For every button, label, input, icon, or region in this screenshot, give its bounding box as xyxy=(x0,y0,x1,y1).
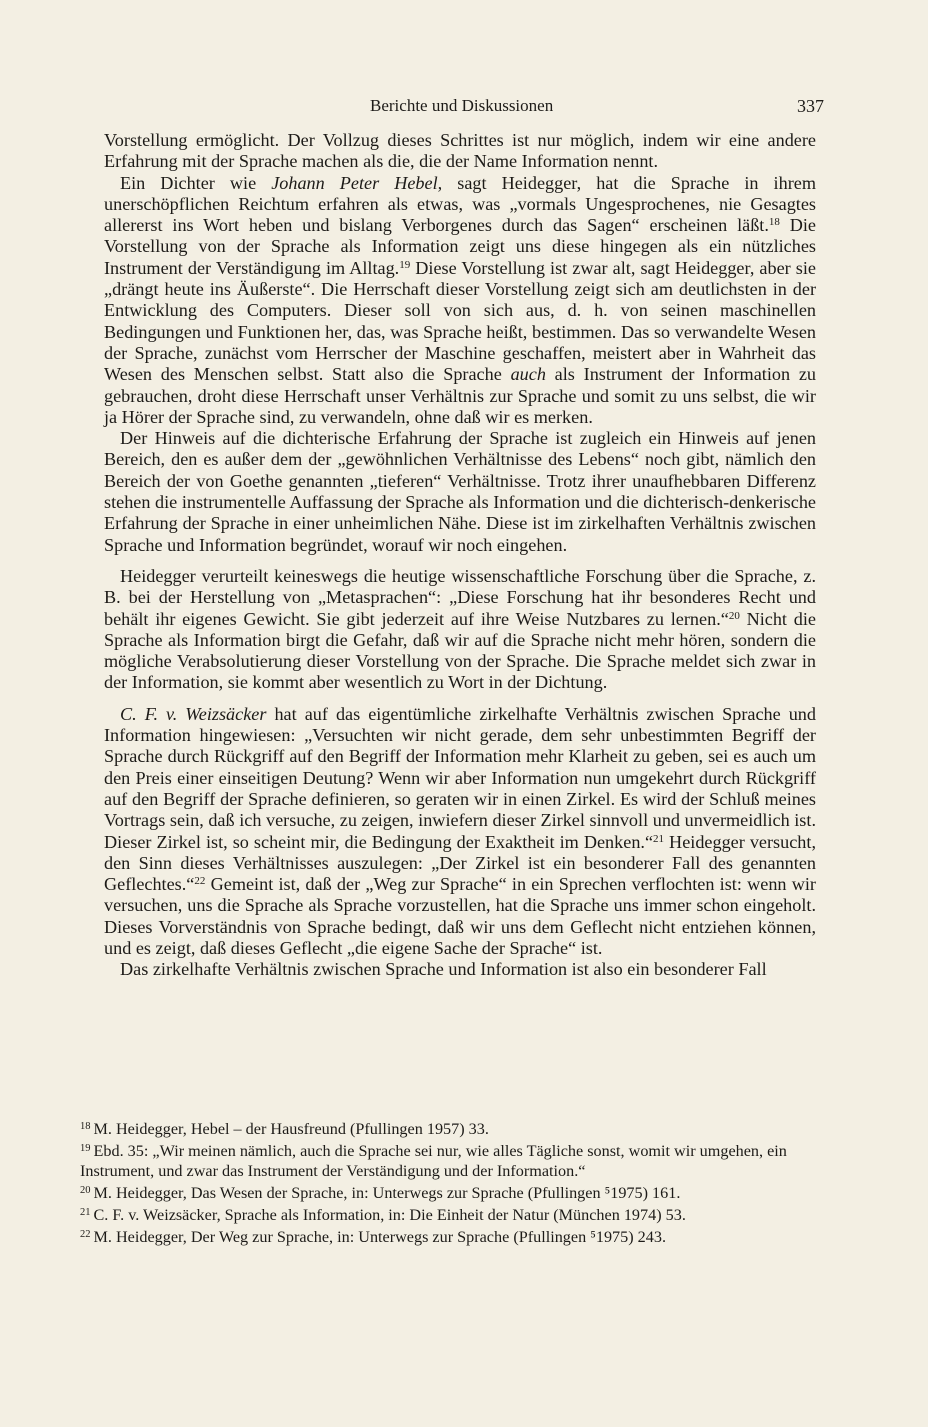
author-name-hebel: Johann Peter Hebel, xyxy=(271,172,443,193)
footnote-21 xyxy=(80,1203,802,1225)
footnote-ref-22[interactable]: 22 xyxy=(194,875,206,888)
paragraph-3: Der Hinweis auf die dichterische Erfahrung der Sprache ist zugleich ein Hinweis auf jenen Bereich, den es außer dem der „gewöhnlichen Verhältnisse des Lebens“ noch gibt, nämlich den Bereich der von Goethe genannten „tieferen“ Verhältnisse. Trotz ihrer unaufhebbaren Differenz stehen die instrumentelle Auffassung der Sprache als Information und die dichterisch-denkerische Erfahrung der Sprache in einer unheimlichen Nähe. Diese ist im zirkelhaften Verhältnis zwischen Sprache und Information begründet, worauf wir noch eingehen. xyxy=(104,428,816,555)
text-run: Heidegger verurteilt keineswegs die heutige wissenschaftliche Forschung über die Sprache, z. B. bei der Herstellung von „Metasprachen“: „Diese Forschung hat ihr besonderes Recht und behält ihr eigenes Gewicht. Sie gibt jederzeit auf ihre Weise Nutzbares zu lernen.“ xyxy=(104,565,816,629)
footnote-22 xyxy=(80,1225,802,1247)
footnote-text: M. Heidegger, Der Weg zur Sprache, in: Unterwegs zur Sprache (Pfullingen ⁵1975) 243. xyxy=(93,1228,666,1247)
footnote-ref-21[interactable]: 21 xyxy=(653,832,665,845)
footnote-ref-18[interactable]: 18 xyxy=(768,216,780,229)
text-run: hat auf das eigentümliche zirkelhafte Verhältnis zwischen Sprache und Information hingewiesen: „Versuchten wir nicht gerade, dem sehr unbestimmten Begriff der Sprache durch Rückgriff auf den Begriff der Information mehr Klarheit zu geben, sei es auch um den Preis einer einseitigen Deutung? Wenn wir aber Information nun umgekehrt durch Rückgriff auf den Begriff der Sprache definieren, so geraten wir in einen Zirkel. Es wird der Schluß meines Vortrags sein, daß ich versuche, zu zeigen, inwiefern dieser Zirkel sinnvoll und unvermeidlich ist. Dieser Zirkel ist, so scheint mir, die Bedingung der Exaktheit im Denken.“ xyxy=(104,703,816,852)
paragraph-5 xyxy=(104,704,816,960)
running-header xyxy=(104,96,824,122)
text-run: Gemeint ist, daß der „Weg zur Sprache“ in ein Sprechen verflochten ist: wenn wir versuchen, uns die Sprache als Sprache vorzustellen, hat die Sprache uns immer schon eingeholt. Dieses Vorverständnis von Sprache bedingt, daß wir uns dem Geflecht nicht entziehen können, und es zeigt, daß dieses Geflecht „die eigene Sache der Sprache“ ist. xyxy=(104,874,816,958)
paragraph-4 xyxy=(104,566,816,694)
footnote-number: 22 xyxy=(80,1229,91,1241)
footnote-number: 19 xyxy=(80,1143,91,1155)
footnote-ref-19[interactable]: 19 xyxy=(399,258,411,271)
footnote-text: M. Heidegger, Das Wesen der Sprache, in: Unterwegs zur Sprache (Pfullingen ⁵1975) 161. xyxy=(93,1183,681,1202)
emphasis-auch: auch xyxy=(510,364,546,385)
text-run: Die Vorstellung von der Sprache als Information zeigt uns diese hingegen als ein nützliches Instrument der Verständigung im Alltag. xyxy=(104,215,816,278)
page-number: 337 xyxy=(797,96,824,116)
footnote-number: 20 xyxy=(80,1184,91,1196)
footnote-text: C. F. v. Weizsäcker, Sprache als Information, in: Die Einheit der Natur (München 1974) 53. xyxy=(93,1206,686,1225)
text-run: sagt Heidegger, hat die Sprache in ihrem unerschöpflichen Reichtum erfahren als etwas, was „vormals Ungesprochenes, nie Gesagtes allererst ins Wort heben und bislang Verborgenes durch das Sagen“ erscheinen läßt. xyxy=(104,172,816,236)
footnotes xyxy=(80,1117,802,1248)
author-name-weizsaecker: C. F. v. Weizsäcker xyxy=(120,703,267,724)
footnote-text: M. Heidegger, Hebel – der Hausfreund (Pfullingen 1957) 33. xyxy=(93,1120,489,1138)
paragraph-6: Das zirkelhafte Verhältnis zwischen Sprache und Information ist also ein besonderer Fall xyxy=(120,959,767,980)
footnote-number: 21 xyxy=(80,1207,91,1219)
text-run: Ein Dichter wie xyxy=(120,172,272,193)
running-title: Berichte und Diskussionen xyxy=(370,96,554,115)
footnote-text: Ebd. 35: „Wir meinen nämlich, auch die Sprache sei nur, wie alles Tägliche sonst, womit wir umgehen, ein Instrument, und zwar das Instrument der Verständigung und der Information.“ xyxy=(80,1142,787,1180)
text-run: Diese Vorstellung ist zwar alt, sagt Heidegger, aber sie „drängt heute ins Äußerste“. Die Herrschaft dieser Vorstellung zeigt sich am deutlichsten in der Entwicklung des Computers. Dieser soll von sich aus, d. h. von seinen maschinellen Bedingungen und Funktionen her, das, was Sprache heißt, bestimmen. Das so verwandelte Wesen der Sprache, zunächst vom Herrscher der Maschine geschaffen, meistert aber in Wahrheit das Wesen des Menschen selbst. Statt also die Sprache xyxy=(104,257,816,385)
text-run: Heidegger versucht, den Sinn dieses Verhältnisses auszulegen: „Der Zirkel ist ein besonderer Fall des genannten Geflechtes.“ xyxy=(104,831,816,895)
main-text xyxy=(104,130,816,981)
footnote-18 xyxy=(80,1117,802,1139)
footnote-20 xyxy=(80,1181,802,1203)
text-run: als Instrument der Information zu gebrauchen, droht diese Herrschaft unser Verhältnis zur Sprache und somit zu uns selbst, die wir ja Hörer der Sprache sind, zu verwandeln, ohne daß wir es merken. xyxy=(104,364,817,427)
footnote-19 xyxy=(80,1139,802,1181)
paragraph-1: Vorstellung ermöglicht. Der Vollzug dieses Schrittes ist nur möglich, indem wir eine andere Erfahrung mit der Sprache machen als die, die der Name Information nennt. xyxy=(104,130,816,172)
paragraph-2 xyxy=(104,173,816,429)
text-run: Nicht die Sprache als Information birgt die Gefahr, daß wir auf die Sprache nicht mehr hören, sondern die mögliche Verabsolutierung dieser Vorstellung von der Sprache. Die Sprache meldet sich zwar in der Information, sie kommt aber wesentlich zu Wort in der Dichtung. xyxy=(104,608,816,693)
footnote-ref-20[interactable]: 20 xyxy=(728,609,740,622)
footnote-number: 18 xyxy=(80,1121,91,1132)
